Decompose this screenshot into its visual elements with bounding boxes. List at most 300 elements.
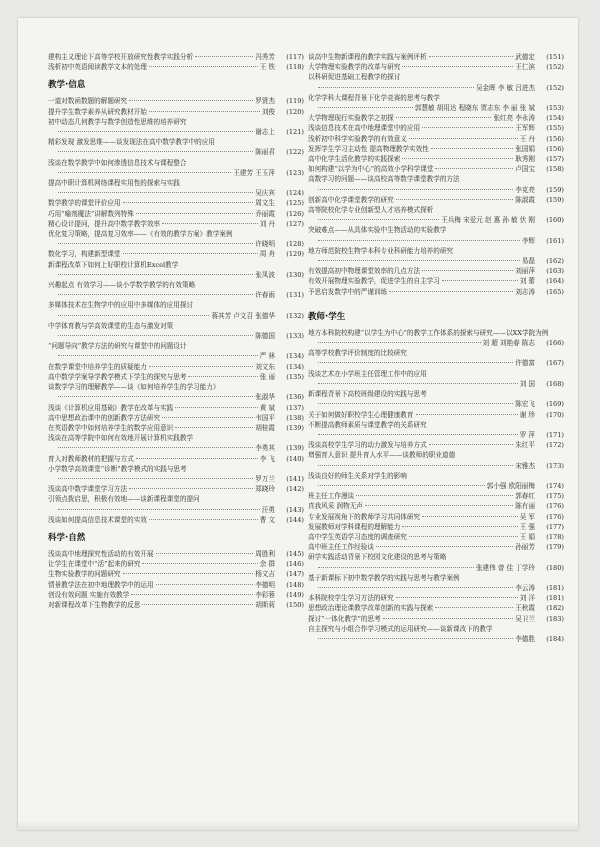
- entry-author: 卢国宝: [515, 165, 535, 174]
- dot-leader: [58, 396, 253, 397]
- entry-page-number: (139): [286, 423, 304, 432]
- entry-title: 如何构建“以学为中心”的高效小学科学课堂: [308, 165, 434, 174]
- entry-title: 育人对教师教材的把握与方式: [48, 454, 134, 463]
- entry-author: 周 舟: [259, 250, 275, 259]
- entry-author: 张凤波: [255, 270, 275, 279]
- dot-leader: [162, 223, 258, 224]
- toc-entry: [48, 229, 304, 239]
- toc-entry: [308, 195, 564, 205]
- entry-page-number: (156): [546, 144, 564, 153]
- science-list: [48, 549, 304, 610]
- toc-entry: [48, 372, 304, 382]
- toc-entry: [48, 515, 304, 525]
- toc-entry: [308, 338, 564, 348]
- toc-entry: [308, 552, 564, 562]
- dot-leader: [318, 240, 520, 241]
- entry-title: 数学教学的课堂评价应用: [48, 199, 121, 208]
- toc-entry: [308, 144, 564, 154]
- entry-page-number: (152): [546, 63, 564, 72]
- document-page: [18, 18, 578, 830]
- dot-leader: [318, 567, 474, 568]
- entry-author: 许德富: [515, 359, 535, 368]
- dot-leader: [365, 505, 513, 506]
- toc-entry: [48, 423, 304, 433]
- dot-leader: [123, 573, 254, 574]
- entry-author: 武德定: [515, 53, 535, 61]
- entry-author: 李辉: [521, 236, 535, 245]
- dot-leader: [58, 131, 253, 132]
- toc-entry: [308, 491, 564, 501]
- entry-author: 李勇其: [255, 444, 275, 453]
- entry-title: 一道对数函数题的解题研究: [48, 97, 128, 106]
- toc-entry: [308, 522, 564, 532]
- entry-author: 吴庆宾: [255, 189, 275, 198]
- entry-title: 大学物理实验教学的改革与研究: [308, 63, 401, 72]
- toc-entry: [48, 168, 304, 178]
- toc-entry: [308, 369, 564, 379]
- entry-page-number: (148): [286, 580, 304, 589]
- dot-leader: [58, 355, 258, 356]
- entry-page-number: (175): [546, 492, 564, 501]
- entry-author: 吴卫兰: [515, 614, 535, 623]
- dot-leader: [431, 148, 513, 149]
- entry-page-number: (136): [286, 393, 304, 402]
- entry-author: 李彩蓉: [255, 590, 275, 599]
- toc-entry: [308, 399, 564, 409]
- entry-title: 真我风采 润物无声: [308, 502, 363, 511]
- entry-page-number: (140): [286, 454, 304, 463]
- toc-entry: [308, 215, 564, 225]
- toc-entry: [48, 331, 304, 341]
- entry-title: 自主探究与小组合作学习模式的运用研究——谈新课改下的教学: [308, 624, 493, 633]
- toc-entry: [48, 392, 304, 402]
- dot-leader: [58, 478, 253, 479]
- dot-leader: [123, 202, 254, 203]
- entry-author: 余 群: [259, 560, 275, 569]
- dot-leader: [318, 87, 474, 88]
- entry-title: 增强育人意识 提升育人水平——谈教师的职业道德: [308, 451, 456, 460]
- toc-entry: [48, 178, 304, 188]
- entry-author: 黄 斌: [259, 403, 275, 412]
- entry-author: 韦国平: [255, 413, 275, 422]
- dot-leader: [318, 362, 513, 363]
- dot-leader: [435, 168, 513, 169]
- dot-leader: [149, 66, 258, 67]
- dot-leader: [175, 427, 253, 428]
- entry-title: 高中学生英语学习态度的调查研究: [308, 532, 407, 541]
- entry-author: 王 强: [519, 522, 535, 531]
- entry-author: 郭小强 欧阳丽梅: [486, 481, 535, 490]
- entry-page-number: (131): [286, 291, 304, 300]
- toc-entry: [48, 300, 304, 310]
- toc-entry: [48, 158, 304, 168]
- toc-entry: [308, 205, 564, 215]
- toc-entry: [48, 198, 304, 208]
- entry-author: 刘 蕾: [519, 277, 535, 286]
- toc-entry: [308, 266, 564, 276]
- entry-author: 严 林: [259, 352, 275, 361]
- toc-entry: [48, 549, 304, 559]
- dot-leader: [195, 56, 253, 57]
- entry-author: 刘志涛: [515, 287, 535, 296]
- dot-leader: [318, 189, 513, 190]
- toc-entry: [308, 603, 564, 613]
- entry-author: 陈德国: [255, 332, 275, 341]
- toc-entry: [308, 185, 564, 195]
- entry-page-number: (164): [546, 277, 564, 286]
- entry-page-number: (146): [286, 560, 304, 569]
- entry-author: 张国娟: [515, 144, 535, 153]
- entry-author: 刘 丹: [259, 219, 275, 228]
- entry-title: 高数学习的问题——谈高校高等数学课堂教学的方法: [308, 175, 460, 184]
- toc-entry: [308, 276, 564, 286]
- dot-leader: [429, 444, 514, 445]
- toc-entry: [48, 341, 304, 351]
- entry-page-number: (169): [546, 400, 564, 409]
- dot-leader: [149, 366, 253, 367]
- entry-page-number: (128): [286, 240, 304, 249]
- entry-page-number: (183): [546, 614, 564, 623]
- entry-page-number: (147): [286, 570, 304, 579]
- toc-entry: [308, 225, 564, 235]
- entry-title: 专业发展视角下的教师学习共同体研究: [308, 512, 421, 521]
- entry-title: 予思启发数学中的严谨训练: [308, 287, 388, 296]
- toc-entry: [48, 280, 304, 290]
- entry-title: 浅谈良好的师生关系对学生的影响: [308, 471, 407, 480]
- entry-title: 发挥学生学习主动性 提高物理教学实效性: [308, 144, 429, 153]
- toc-entry: [48, 188, 304, 198]
- dot-leader: [136, 213, 253, 214]
- entry-page-number: (150): [286, 600, 304, 609]
- toc-entry: [308, 72, 564, 82]
- entry-author: 吴 军: [519, 512, 535, 521]
- entry-page-number: (121): [286, 128, 304, 137]
- entry-author: 冯秀芳: [255, 53, 275, 61]
- toc-entry: [308, 62, 564, 72]
- entry-page-number: (166): [546, 339, 564, 348]
- entry-page-number: (162): [546, 257, 564, 266]
- teacher-list: [308, 328, 564, 644]
- entry-page-number: (159): [546, 195, 564, 204]
- entry-page-number: (149): [286, 590, 304, 599]
- toc-entry: [48, 137, 304, 147]
- dot-leader: [318, 383, 518, 384]
- toc-entry: [308, 481, 564, 491]
- entry-author: 李德明: [255, 580, 275, 589]
- dot-leader: [149, 519, 258, 520]
- dot-leader: [376, 546, 513, 547]
- entry-page-number: (172): [546, 441, 564, 450]
- entry-title: 在数学课堂中培养学生的质疑能力: [48, 362, 147, 371]
- entry-page-number: (145): [286, 549, 304, 558]
- entry-page-number: (134): [286, 352, 304, 361]
- entry-title: 浅析初中科学实验教学的有效意义: [308, 134, 407, 143]
- toc-entry: [48, 311, 304, 321]
- entry-page-number: (171): [546, 430, 564, 439]
- entry-title: 新课程改革下如何上好职校计算机Excel教学: [48, 260, 179, 269]
- entry-author: 刘 国: [519, 379, 535, 388]
- entry-page-number: (181): [546, 583, 564, 592]
- entry-title: 对新课程改革下生物教学的反思: [48, 600, 141, 609]
- toc-entry: [308, 164, 564, 174]
- entry-page-number: (176): [546, 512, 564, 521]
- dot-leader: [129, 488, 253, 489]
- entry-title: 不断提高教师素质与课堂教学的关系研究: [308, 420, 427, 429]
- entry-title: 浅谈高中数学课堂学习方法: [48, 485, 128, 494]
- entry-page-number: (120): [286, 107, 304, 116]
- entry-author: 许春雨: [255, 291, 275, 300]
- entry-page-number: (178): [546, 532, 564, 541]
- entry-page-number: (152): [546, 83, 564, 92]
- entry-author: 郑晓玲: [255, 485, 275, 494]
- dot-leader: [435, 607, 513, 608]
- dot-leader: [422, 270, 513, 271]
- dot-leader: [142, 563, 257, 564]
- toc-entry: [48, 413, 304, 423]
- dot-leader: [422, 516, 518, 517]
- toc-entry: [48, 382, 304, 392]
- entry-author: 蒋其芳 卢文召 张德华: [211, 311, 275, 320]
- dot-leader: [442, 280, 518, 281]
- toc-entry: [308, 573, 564, 583]
- toc-entry: [48, 403, 304, 413]
- entry-author: 罗贤杰: [255, 97, 275, 106]
- entry-author: 郭春红: [515, 492, 535, 501]
- entry-author: 宋雅杰: [515, 461, 535, 470]
- toc-entry: [48, 443, 304, 453]
- dot-leader: [396, 597, 518, 598]
- toc-entry: [308, 358, 564, 368]
- entry-author: 张 丽: [259, 372, 275, 381]
- dot-leader: [318, 342, 481, 343]
- toc-entry: [308, 593, 564, 603]
- entry-author: 曹 文: [259, 515, 275, 524]
- entry-title: 谈数学学习的理解教学——谈《如何培养学生的学习能力》: [48, 383, 220, 392]
- entry-title: 思想政治理论课教学改革创新的实践与探索: [308, 604, 434, 613]
- toc-entry: [308, 430, 564, 440]
- entry-author: 王秋霞: [515, 604, 535, 613]
- entry-author: 王 丹: [519, 134, 535, 143]
- entry-title: 发展教师对学科课程的理解能力: [308, 522, 401, 531]
- entry-title: 新课程背景下高校班级建设的实践与思考: [308, 390, 427, 399]
- entry-author: 许晓明: [255, 240, 275, 249]
- entry-title: 地方本科院校构建“以学生为中心”的教学工作体系的探索与研究——以XX学院为例: [308, 328, 549, 337]
- toc-entry: [48, 290, 304, 300]
- right-column: [308, 52, 564, 644]
- entry-page-number: (160): [546, 216, 564, 225]
- toc-entry: [48, 494, 304, 504]
- toc-entry: [308, 440, 564, 450]
- entry-author: 胡桂霞: [255, 423, 275, 432]
- toc-entry: [48, 362, 304, 372]
- dot-leader: [318, 219, 439, 220]
- entry-title: 基于新课标下初中数学教学的实践与思考与教学案例: [308, 573, 460, 582]
- entry-author: 刘丽萍: [515, 267, 535, 276]
- toc-entry: [308, 52, 564, 62]
- entry-author: 陈丽君: [255, 148, 275, 157]
- dot-leader: [429, 56, 514, 57]
- entry-title: 在英语教学中如何培养学生的数学应用意识: [48, 423, 174, 432]
- toc-entry: [48, 270, 304, 280]
- entry-author: 张淑华: [255, 393, 275, 402]
- dot-leader: [318, 465, 513, 466]
- entry-author: 王 铁: [259, 63, 275, 72]
- dot-leader: [383, 618, 514, 619]
- entry-page-number: (163): [546, 267, 564, 276]
- toc-entry: [308, 389, 564, 399]
- toc-entry: [308, 256, 564, 266]
- toc-entry: [48, 117, 304, 127]
- entry-page-number: (144): [286, 515, 304, 524]
- entry-page-number: (124): [286, 189, 304, 198]
- entry-page-number: (127): [286, 219, 304, 228]
- toc-entry: [308, 154, 564, 164]
- entry-author: 胡斯莉: [255, 600, 275, 609]
- toc-entry: [48, 147, 304, 157]
- entry-title: 浅谈《计算机应用基础》教学在改革与实践: [48, 403, 174, 412]
- dot-leader: [123, 253, 258, 254]
- entry-author: 罗 萍: [519, 430, 535, 439]
- dot-leader: [318, 260, 520, 261]
- entry-page-number: (137): [286, 403, 304, 412]
- toc-entry: [48, 505, 304, 515]
- dot-leader: [318, 434, 518, 435]
- entry-page-number: (177): [546, 522, 564, 531]
- entry-author: 陈宏飞: [515, 400, 535, 409]
- entry-author: 王仁滨: [515, 63, 535, 72]
- entry-page-number: (154): [546, 114, 564, 123]
- entry-page-number: (173): [546, 461, 564, 470]
- scan-shadow: [18, 820, 578, 830]
- entry-title: 有效提高初中物理课堂效率的几点方法: [308, 267, 421, 276]
- dot-leader: [356, 495, 513, 496]
- entry-page-number: (130): [286, 270, 304, 279]
- entry-title: 化学学科大课程背景下化学竞赛的思考与教学: [308, 93, 440, 102]
- toc-entry: [308, 348, 564, 358]
- left-top-list: [48, 52, 304, 72]
- toc-entry: [308, 420, 564, 430]
- entry-author: 罗万兰: [255, 474, 275, 483]
- entry-title: 高等学校教学评价制度的比较研究: [308, 349, 407, 358]
- dot-leader: [402, 526, 517, 527]
- entry-author: 谢 珍: [519, 410, 535, 419]
- entry-title: 提升学生数学素养从研究教材开始: [48, 107, 147, 116]
- entry-page-number: (167): [546, 359, 564, 368]
- entry-page-number: (156): [546, 134, 564, 143]
- dot-leader: [402, 158, 513, 159]
- entry-title: 浅谈如何提高信息技术课堂的实效: [48, 515, 147, 524]
- toc-entry: [308, 103, 564, 113]
- entry-page-number: (155): [546, 124, 564, 133]
- entry-page-number: (153): [546, 104, 564, 113]
- right-top-list: [308, 52, 564, 297]
- entry-page-number: (168): [546, 379, 564, 388]
- entry-title: 初中动态几何教学与数学创造性思维的培养研究: [48, 117, 187, 126]
- dot-leader: [318, 403, 513, 404]
- entry-title: 精彩发现 激发思维——谈发现法在高中数学教学中的应用: [48, 138, 215, 147]
- toc-entry: [308, 83, 564, 93]
- toc-entry: [308, 450, 564, 460]
- entry-title: 突破难点——从具体实验中生物活动的实验教学: [308, 226, 447, 235]
- dot-leader: [409, 138, 518, 139]
- entry-title: 浅谈在数学教学中如何渗透信息技术与课程整合: [48, 158, 187, 167]
- entry-page-number: (139): [286, 444, 304, 453]
- dot-leader: [58, 447, 253, 448]
- toc-entry: [48, 249, 304, 259]
- entry-author: 张红亮 李永涛: [493, 114, 535, 123]
- entry-title: 研学实践活动背景下校园文化建设的思考与策略: [308, 553, 447, 562]
- dot-leader: [58, 315, 209, 316]
- section-heading-teacher: 教师·学生: [308, 311, 346, 322]
- entry-title: 高中班主任工作经验谈: [308, 543, 374, 552]
- entry-author: 谢志上: [255, 128, 275, 137]
- toc-entry: [48, 52, 304, 62]
- entry-title: 谈高中生物新课程的教学实践与案例评析: [308, 53, 427, 61]
- dot-leader: [58, 294, 253, 295]
- entry-title: 创新高中化学课堂教学的研究: [308, 195, 394, 204]
- entry-title: 高中化学生活化教学的实践探索: [308, 155, 401, 164]
- entry-page-number: (125): [286, 199, 304, 208]
- entry-page-number: (117): [286, 53, 304, 61]
- entry-title: 班主任工作漫谈: [308, 492, 355, 501]
- entry-title: 高等院校化学专业创新型人才培养模式探析: [308, 206, 434, 215]
- toc-entry: [308, 471, 564, 481]
- entry-page-number: (135): [286, 372, 304, 381]
- entry-page-number: (158): [546, 165, 564, 174]
- toc-entry: [48, 107, 304, 117]
- dot-leader: [318, 587, 513, 588]
- entry-author: 耿秀刚: [515, 155, 535, 164]
- entry-title: 浅析初中英语阅读教学文本的处理: [48, 63, 147, 72]
- toc-entry: [308, 512, 564, 522]
- toc-entry: [48, 219, 304, 229]
- entry-title: 浅谈信息技术在高中地理课堂中的应用: [308, 124, 421, 133]
- entry-page-number: (151): [546, 53, 564, 61]
- toc-entry: [48, 239, 304, 249]
- entry-title: 以科研促进基础工程教学的探讨: [308, 73, 401, 82]
- left-column: [48, 52, 304, 610]
- entry-page-number: (122): [286, 148, 304, 157]
- dot-leader: [58, 274, 253, 275]
- entry-title: 地方师范院校生物学本科专业科研能力培养的研究: [308, 246, 454, 255]
- entry-author: 刘俊: [261, 107, 275, 116]
- toc-entry: [48, 127, 304, 137]
- toc-entry: [308, 624, 564, 634]
- entry-title: 浅谈在高等学院中如何有效地开展计算机实践教学: [48, 434, 194, 443]
- entry-title: 建构主义理论下高等学校开放研究性教学实践分析: [48, 53, 194, 61]
- toc-entry: [48, 433, 304, 443]
- toc-entry: [308, 246, 564, 256]
- dot-leader: [58, 509, 260, 510]
- section-heading-teaching: 教学·信息: [48, 80, 86, 91]
- toc-entry: [308, 532, 564, 542]
- dot-leader: [58, 172, 231, 173]
- entry-author: 陈有丽: [515, 502, 535, 511]
- toc-entry: [308, 542, 564, 552]
- entry-page-number: (132): [286, 311, 304, 320]
- entry-author: 周胜利: [255, 549, 275, 558]
- dot-leader: [422, 127, 513, 128]
- entry-title: 高中思想政治课中的创新教学方法研究: [48, 413, 161, 422]
- toc-entry: [48, 590, 304, 600]
- entry-page-number: (142): [286, 485, 304, 494]
- dot-leader: [409, 536, 518, 537]
- toc-entry: [48, 484, 304, 494]
- entry-author: 陈淑霞: [515, 195, 535, 204]
- dot-leader: [188, 376, 257, 377]
- entry-page-number: (143): [286, 505, 304, 514]
- toc-entry: [308, 93, 564, 103]
